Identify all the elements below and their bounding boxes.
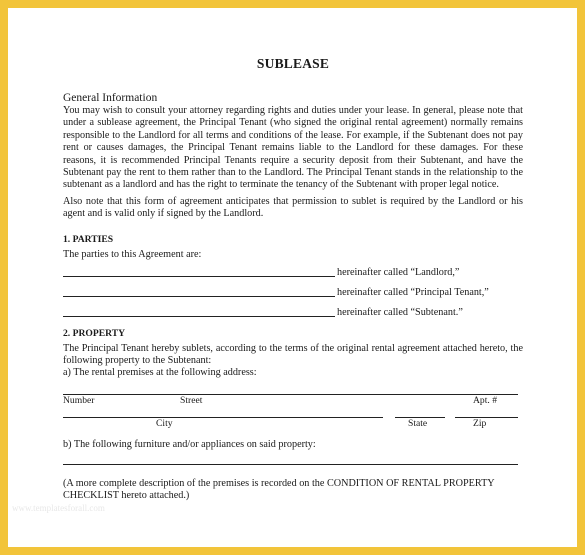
zip-line[interactable]	[455, 417, 518, 418]
general-info-paragraph: You may wish to consult your attorney regarding rights and duties under your lease. In general, please note that under a sublease agreement, the Principal Tenant (who signed the original rental agreement) normally remains responsible to the Landlord for all terms and conditions of the lease. For example, if the Subtenant does not pay rent or causes damages, the Principal Tenant remains liable to the Landlord for these damages. For these reasons, it is recommended Principal Tenants require a security deposit from their Subtenant, and have the Subtenant pay the rent to them rather than to the Landlord. The Principal Tenant stands in the relationship to the subtenant as a landlord and has the right to terminate the tenancy of the Subtenant with proper legal notice.	[63, 105, 523, 191]
street-address-line[interactable]	[63, 394, 518, 395]
subtenant-label: hereinafter called “Subtenant.”	[337, 307, 463, 318]
parties-intro: The parties to this Agreement are:	[63, 249, 202, 260]
parties-heading: 1. PARTIES	[63, 234, 114, 245]
apt-label: Apt. #	[473, 395, 497, 406]
landlord-label: hereinafter called “Landlord,”	[337, 267, 460, 278]
property-intro: The Principal Tenant hereby sublets, according to the terms of the original rental agreement attached hereto, the following property to the Subtenant:	[63, 343, 523, 367]
property-heading: 2. PROPERTY	[63, 328, 126, 339]
permission-note-paragraph: Also note that this form of agreement anticipates that permission to sublet is required by the Landlord or his agent and is valid only if signed by the Landlord.	[63, 196, 523, 220]
number-label: Number	[63, 395, 95, 406]
furniture-item: b) The following furniture and/or appliances on said property:	[63, 439, 316, 450]
principal-tenant-name-line[interactable]	[63, 296, 335, 297]
landlord-name-line[interactable]	[63, 276, 335, 277]
zip-label: Zip	[473, 418, 487, 429]
general-info-heading: General Information	[63, 92, 158, 104]
city-label: City	[156, 418, 173, 429]
city-line[interactable]	[63, 417, 383, 418]
principal-tenant-label: hereinafter called “Principal Tenant,”	[337, 287, 489, 298]
state-label: State	[408, 418, 428, 429]
rental-premises-item: a) The rental premises at the following address:	[63, 367, 257, 378]
watermark-text: www.templatesforall.com	[12, 503, 105, 513]
document-page	[8, 8, 577, 547]
street-label: Street	[180, 395, 203, 406]
document-title: SUBLEASE	[256, 56, 330, 71]
checklist-note: (A more complete description of the premises is recorded on the CONDITION OF RENTAL PROPERTY CHECKLIST hereto attached.)	[63, 478, 495, 502]
subtenant-name-line[interactable]	[63, 316, 335, 317]
furniture-line[interactable]	[63, 464, 518, 465]
